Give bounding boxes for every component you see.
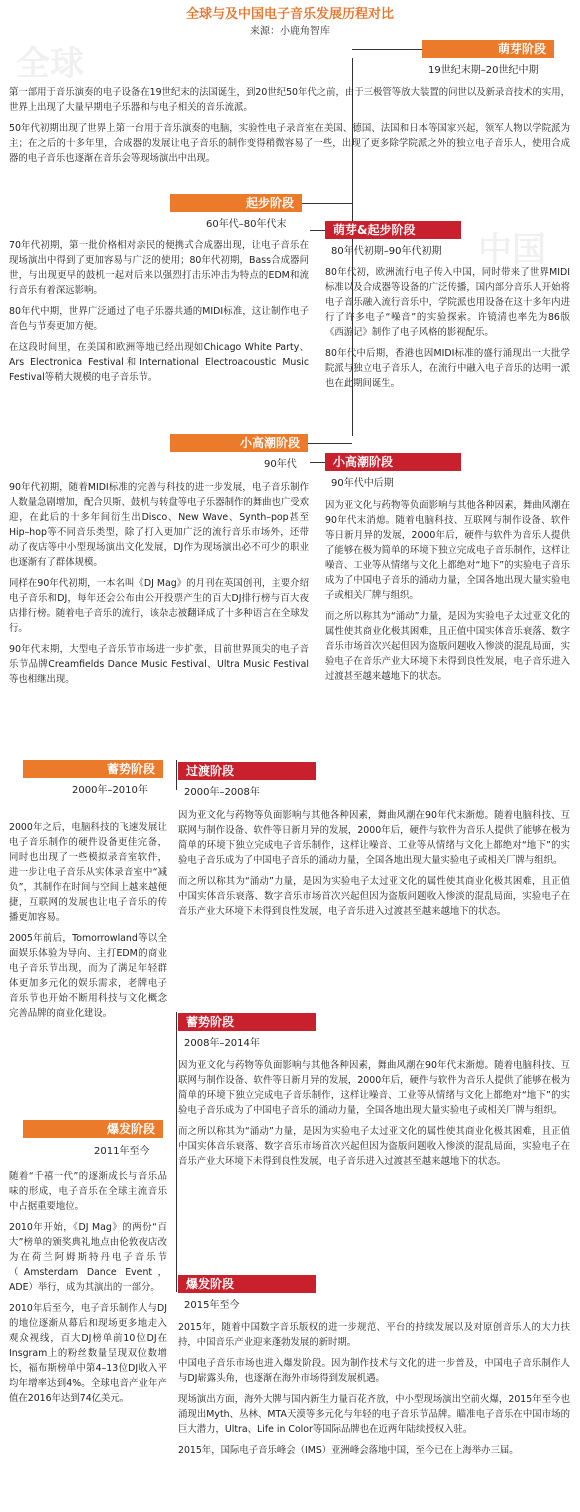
source-note: 来源：小鹿角智库 <box>250 26 330 37</box>
paragraph: 70年代初期，第一批价格相对亲民的便携式合成器出现，让电子音乐在现场演出中得到了更加容易与广泛的使用；80年代初期，Bass合成器问世，与出现更早的鼓机一起对后来以强烈打击乐冲击为特点的EDM和流行音乐有着深远影响。 <box>9 240 309 296</box>
global-stage3-label: 小高潮阶段 <box>170 434 308 452</box>
paragraph: 2010年后至今，电子音乐制作人与DJ的地位逐渐从幕后和现场更多地走入观众视线，百大DJ榜单前10位DJ在Insgram上的粉丝数量呈现双位数增长，福布斯榜单中第4–13位DJ收入平均年增率达到4%。全球电音产业年产值在2016年达到74亿美元。 <box>9 1303 167 1404</box>
global-stage4-period: 2000年–2010年 <box>72 785 148 796</box>
china-stage3-text <box>178 808 570 919</box>
paragraph: 因为亚文化与药物等负面影响与其他各种因素，舞曲风潮在90年代末消熄。随着电脑科技、互联网与制作设备、软件等日新月异的发展，2000年后，硬件与软件为音乐人提供了能够在极为简单的环境下独立完成电子音乐制作，这样让噪音、工业等从情绪与文化上都绝对“地下”的实验电子音乐成为了中国电子音乐的涌动力量，全国各地出现大量实验电子或相关厂牌与组织。 <box>325 500 570 601</box>
global-stage2-period: 60年代–80年代末 <box>206 219 287 230</box>
china-stage3-label: 过渡阶段 <box>178 762 316 780</box>
connector <box>352 49 422 50</box>
connector <box>308 443 352 444</box>
paragraph: 80年代中后期，香港也因MIDI标准的盛行涌现出一大批学院派与独立电子音乐人，在流行中融入电子音乐的达明一派也在此期间诞生。 <box>325 348 570 389</box>
page-title: 全球与及中国电子音乐发展历程对比 <box>185 7 394 22</box>
china-stage5-label: 爆发阶段 <box>178 1275 316 1293</box>
paragraph: 2005年前后，Tomorrowland等以全面娱乐体验为导向、主打EDM的商业电子音乐节出现，而为了满足年轻群体更加多元化的娱乐需求，老牌电子音乐节也开始不断用科技与文化概念完善品牌的商业化建设。 <box>9 933 167 1019</box>
global-stage1-period: 19世纪末期–20世纪中期 <box>428 65 539 76</box>
china-stage2-period: 90年代中后期 <box>331 478 394 489</box>
paragraph: 随着“千禧一代”的逐渐成长与音乐品味的形成，电子音乐在全球主流音乐中占据重要地位。 <box>9 1171 167 1212</box>
china-stage1-label: 萌芽&起步阶段 <box>325 221 461 239</box>
paragraph: 2015年，国际电子音乐峰会（IMS）亚洲峰会落地中国，至今已在上海举办三届。 <box>178 1445 519 1456</box>
paragraph: 在这段时间里，在美国和欧洲等地已经出现如Chicago White Party、Ars Electronica Festival和International Electroacoustic Music Festival等稍大规模的电子音乐节。 <box>9 342 309 383</box>
china-stage2-label: 小高潮阶段 <box>325 453 461 471</box>
paragraph: 中国电子音乐市场也进入爆发阶段。因为制作技术与文化的进一步普及，中国电子音乐制作人与DJ崭露头角，也逐渐在海外市场得到发展机遇。 <box>178 1358 570 1384</box>
global-stage2-label: 起步阶段 <box>170 194 302 212</box>
global-stage3-period: 90年代 <box>264 459 297 470</box>
paragraph: 90年代末期，大型电子音乐节市场进一步扩张，目前世界顶尖的电子音乐节品牌Creamfields Dance Music Festival、Ultra Music Festival等也相继出现。 <box>9 644 309 685</box>
global-stage1-label: 萌芽阶段 <box>422 40 554 58</box>
paragraph: 2010年开始，《DJ Mag》的两份“百大”榜单的颁奖典礼地点由伦敦夜店改为在荷兰阿姆斯特丹电子音乐节（Amsterdam Dance Event，ADE）举行，成为其演出的一部分。 <box>9 1222 167 1293</box>
global-stage1-text <box>9 85 570 166</box>
global-stage5-label: 爆发阶段 <box>23 1120 163 1138</box>
paragraph: 而之所以称其为“涌动”力量，是因为实验电子太过亚文化的属性使其商业化极其困难，且正值中国实体音乐衰落、数字音乐市场首次兴起但因为盗版问题收入惨淡的混乱局面，实验电子在音乐产业大环境下未得到良性发展，电子音乐进入过渡甚至越来越地下的状态。 <box>178 876 570 917</box>
paragraph: 90年代初期，随着MIDI标准的完善与科技的进一步发展，电子音乐制作人数量急剧增加，配合贝斯、鼓机与转盘等电子乐器制作的舞曲也广受欢迎，在此后的十多年间衍生出Disco、New Wave、Synth–pop甚至Hip–hop等不同音乐类型，除了打入更加广泛的流行音乐市场外，还带动了夜店等中小型现场演出文化发展，DJ作为现场演出必不可少的职业也逐渐有了群体规模。 <box>9 482 310 568</box>
paragraph: 而之所以称其为“涌动”力量，是因为实验电子太过亚文化的属性使其商业化极其困难，且正值中国实体音乐衰落、数字音乐市场首次兴起但因为盗版问题收入惨淡的混乱局面，实验电子在音乐产业大环境下未得到良性发展，电子音乐进入过渡甚至越来越地下的状态。 <box>325 611 570 682</box>
connector <box>310 230 325 231</box>
global-stage3-text <box>9 480 309 687</box>
paragraph: 而之所以称其为“涌动”力量，是因为实验电子太过亚文化的属性使其商业化极其困难，且正值中国实体音乐衰落、数字音乐市场首次兴起但因为盗版问题收入惨淡的混乱局面，实验电子在音乐产业大环境下未得到良性发展，电子音乐进入过渡甚至越来越地下的状态。 <box>178 1126 570 1167</box>
china-stage5-period: 2015年至今 <box>184 1300 240 1311</box>
paragraph: 2000年之后，电脑科技的飞速发展让电子音乐制作的硬件设备更佳完备，同时也出现了一些模拟录音室软件，进一步让电子音乐从实体录音室中“减负”，其制作在时间与空间上越来越便捷，互联网的发展也让电子音乐的传播更加容易。 <box>9 822 167 923</box>
watermark-global: 全球 <box>16 44 84 84</box>
china-stage4-label: 蓄势阶段 <box>178 1013 316 1031</box>
global-stage4-label: 蓄势阶段 <box>23 760 163 778</box>
paragraph: 80年代中期，世界广泛通过了电子乐器共通的MIDI标准，这让制作电子音色与节奏更加方便。 <box>9 306 309 332</box>
china-stage4-period: 2008年–2014年 <box>184 1038 260 1049</box>
china-stage2-text <box>325 498 570 684</box>
paragraph: 80年代初，欧洲流行电子传入中国，同时带来了世界MIDI标准以及合成器等设备的广泛传播，国内部分音乐人开始将电子音乐融入流行音乐中，学院派也用设备在这十多年内进行了许多电子“噪音”的实验探索。许镜清也率先为86版《西游记》制作了电子风格的影视配乐。 <box>325 267 570 338</box>
paragraph: 第一部用于音乐演奏的电子设备在19世纪末的法国诞生，到20世纪50年代之前，由于三极管等放大装置的问世以及新录音技术的实用，世界上出现了大量早期电子乐器和与电子相关的音乐流派。 <box>9 87 570 113</box>
china-stage4-text <box>178 1058 570 1169</box>
paragraph: 同样在90年代初期，一本名叫《DJ Mag》的月刊在英国创刊，主要介绍电子音乐和DJ，每年还会公布由公开投票产生的百大DJ排行榜与百大夜店排行榜。随着电子音乐的流行，该杂志被翻译成了十多种语言在全球发行。 <box>9 578 310 634</box>
paragraph: 因为亚文化与药物等负面影响与其他各种因素，舞曲风潮在90年代末渐熄。随着电脑科技、互联网与制作设备、软件等日新月异的发展，2000年后，硬件与软件为音乐人提供了能够在极为简单的环境下独立完成电子音乐制作，这样让噪音、工业等从情绪与文化上都绝对“地下”的实验电子音乐成为了中国电子音乐的涌动力量，全国各地出现大量实验电子或相关厂牌与组织。 <box>178 1060 570 1116</box>
paragraph: 现场演出方面，海外大牌与国内新生力量百花齐放，中小型现场演出空前火爆，2015年至今也涌现出Myth、丛林、MTA天漠等多元化与年轻的电子音乐节品牌。瞄准电子音乐在中国市场的巨大潜力，Ultra、Life in Color等国际品牌也在近两年陆续授权入驻。 <box>178 1394 570 1435</box>
global-stage4-text <box>9 820 167 1021</box>
timeline-line <box>176 1012 177 1292</box>
watermark-china: 中国 <box>478 230 546 270</box>
china-stage3-period: 2000年–2008年 <box>184 787 260 798</box>
china-stage5-text <box>178 1320 570 1458</box>
china-stage1-period: 80年代初期–90年代初期 <box>331 246 442 257</box>
global-stage5-period: 2011年至今 <box>94 1146 150 1157</box>
global-stage5-text <box>9 1169 167 1406</box>
connector <box>310 462 325 463</box>
paragraph: 因为亚文化与药物等负面影响与其他各种因素，舞曲风潮在90年代末渐熄。随着电脑科技、互联网与制作设备、软件等日新月异的发展，2000年后，硬件与软件为音乐人提供了能够在极为简单的环境下独立完成电子音乐制作，这样让噪音、工业等从情绪与文化上都绝对“地下”的实验电子音乐成为了中国电子音乐的涌动力量，全国各地出现大量实验电子或相关厂牌与组织。 <box>178 810 570 866</box>
timeline-line <box>176 760 177 790</box>
paragraph: 2015年，随着中国数字音乐版权的进一步规范、平台的持续发展以及对原创音乐人的大力扶持，中国音乐产业迎来蓬勃发展的新时期。 <box>178 1322 570 1348</box>
paragraph: 50年代初期出现了世界上第一台用于音乐演奏的电脑，实验性电子录音室在美国、德国、法国和日本等国家兴起，领军人物以学院派为主；在之后的十多年里，合成器的发展让电子音乐的制作变得稍微容易了一些，出现了更多除学院派之外的独立电子音乐人，使用合成器的电子音乐也逐渐在音乐会等现场演出中出现。 <box>9 123 570 164</box>
global-stage2-text <box>9 238 309 385</box>
china-stage1-text <box>325 265 570 391</box>
